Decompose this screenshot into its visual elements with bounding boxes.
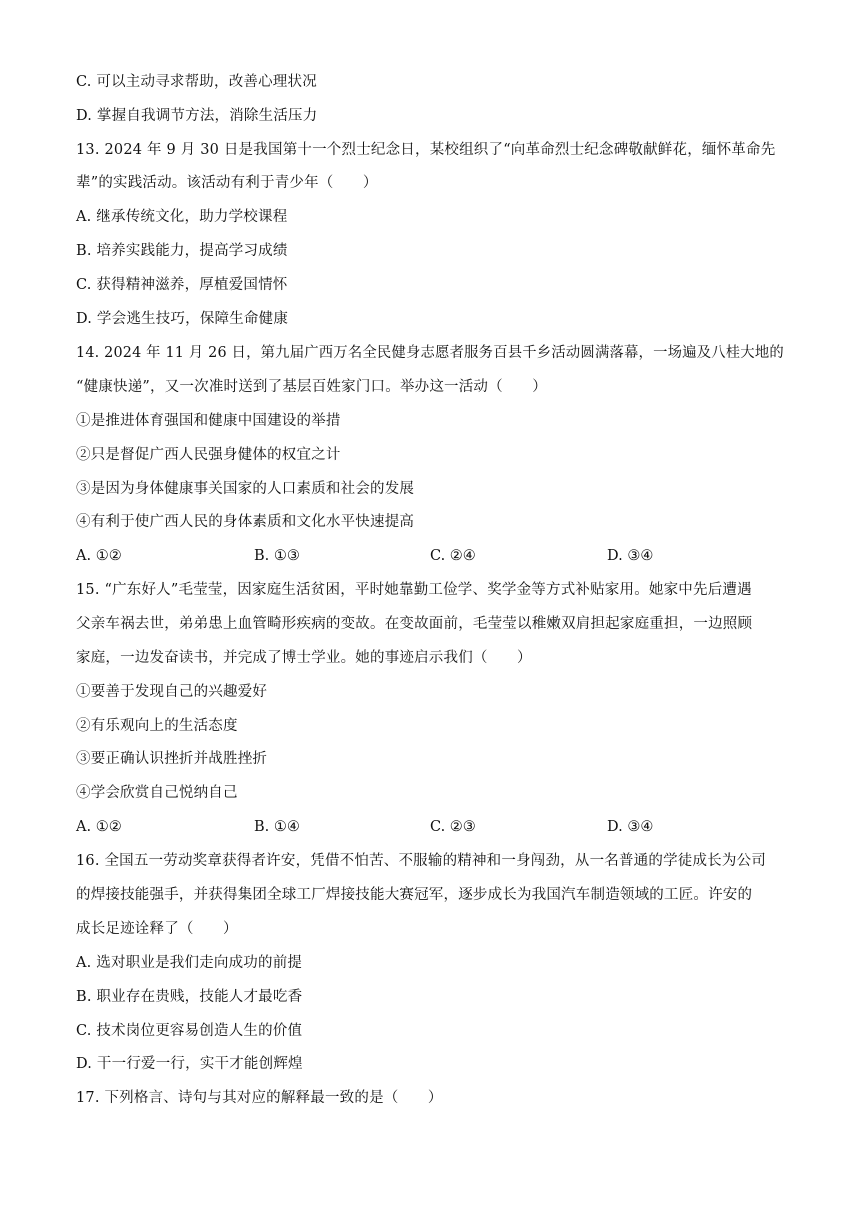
q14-choice-b: B. ①③: [254, 548, 300, 564]
q15-stem-line-3: 家庭，一边发奋读书，并完成了博士学业。她的事迹启示我们（ ）: [76, 650, 532, 666]
q14-choice-c: C. ②④: [430, 548, 476, 564]
q12-option-d: D. 掌握自我调节方法，消除生活压力: [76, 108, 318, 124]
q14-item-2: ②只是督促广西人民强身健体的权宜之计: [76, 447, 341, 463]
q15-choice-d: D. ③④: [607, 819, 654, 835]
q14-item-1: ①是推进体育强国和健康中国建设的举措: [76, 413, 341, 429]
q12-option-c: C. 可以主动寻求帮助，改善心理状况: [76, 74, 317, 90]
q13-option-b: B. 培养实践能力，提高学习成绩: [76, 243, 288, 259]
q14-choice-a: A. ①②: [76, 548, 122, 564]
q13-option-d: D. 学会逃生技巧，保障生命健康: [76, 311, 289, 327]
q16-option-d: D. 干一行爱一行，实干才能创辉煌: [76, 1056, 303, 1072]
q16-stem-line-1: 16. 全国五一劳动奖章获得者许安，凭借不怕苦、不服输的精神和一身闯劲，从一名普通的学徒成长为公司: [76, 853, 766, 869]
q13-option-a: A. 继承传统文化，助力学校课程: [76, 209, 288, 225]
q15-item-2: ②有乐观向上的生活态度: [76, 718, 238, 734]
q13-stem-line-1: 13. 2024 年 9 月 30 日是我国第十一个烈士纪念日，某校组织了“向革命烈士纪念碑敬献鲜花，缅怀革命先: [76, 142, 776, 158]
q16-stem-line-2: 的焊接技能强手，并获得集团全球工厂焊接技能大赛冠军，逐步成长为我国汽车制造领域的工匠。许安的: [76, 887, 753, 903]
q16-option-c: C. 技术岗位更容易创造人生的价值: [76, 1023, 303, 1039]
q15-choice-c: C. ②③: [430, 819, 476, 835]
q15-choice-a: A. ①②: [76, 819, 122, 835]
q15-stem-line-1: 15. “广东好人”毛莹莹，因家庭生活贫困，平时她靠勤工俭学、奖学金等方式补贴家用。她家中先后遭遇: [76, 582, 752, 598]
q15-item-4: ④学会欣赏自己悦纳自己: [76, 785, 238, 801]
q16-option-b: B. 职业存在贵贱，技能人才最吃香: [76, 989, 303, 1005]
q15-stem-line-2: 父亲车祸去世，弟弟患上血管畸形疾病的变故。在变故面前，毛莹莹以稚嫩双肩担起家庭重担，一边照顾: [76, 616, 753, 632]
q13-stem-line-2: 辈”的实践活动。该活动有利于青少年（ ）: [76, 175, 378, 191]
q17-stem-line-1: 17. 下列格言、诗句与其对应的解释最一致的是（ ）: [76, 1090, 443, 1106]
q16-stem-line-3: 成长足迹诠释了（ ）: [76, 921, 238, 937]
q14-item-3: ③是因为身体健康事关国家的人口素质和社会的发展: [76, 481, 415, 497]
q14-choice-d: D. ③④: [607, 548, 654, 564]
q15-item-3: ③要正确认识挫折并战胜挫折: [76, 751, 268, 767]
q15-item-1: ①要善于发现自己的兴趣爱好: [76, 684, 268, 700]
q15-choice-b: B. ①④: [254, 819, 300, 835]
q14-item-4: ④有利于使广西人民的身体素质和文化水平快速提高: [76, 514, 415, 530]
q13-option-c: C. 获得精神滋养，厚植爱国情怀: [76, 277, 288, 293]
q14-stem-line-1: 14. 2024 年 11 月 26 日，第九届广西万名全民健身志愿者服务百县千乡活动圆满落幕，一场遍及八桂大地的: [76, 345, 784, 361]
q14-stem-line-2: “健康快递”，又一次准时送到了基层百姓家门口。举办这一活动（ ）: [76, 379, 547, 395]
q16-option-a: A. 选对职业是我们走向成功的前提: [76, 955, 303, 971]
